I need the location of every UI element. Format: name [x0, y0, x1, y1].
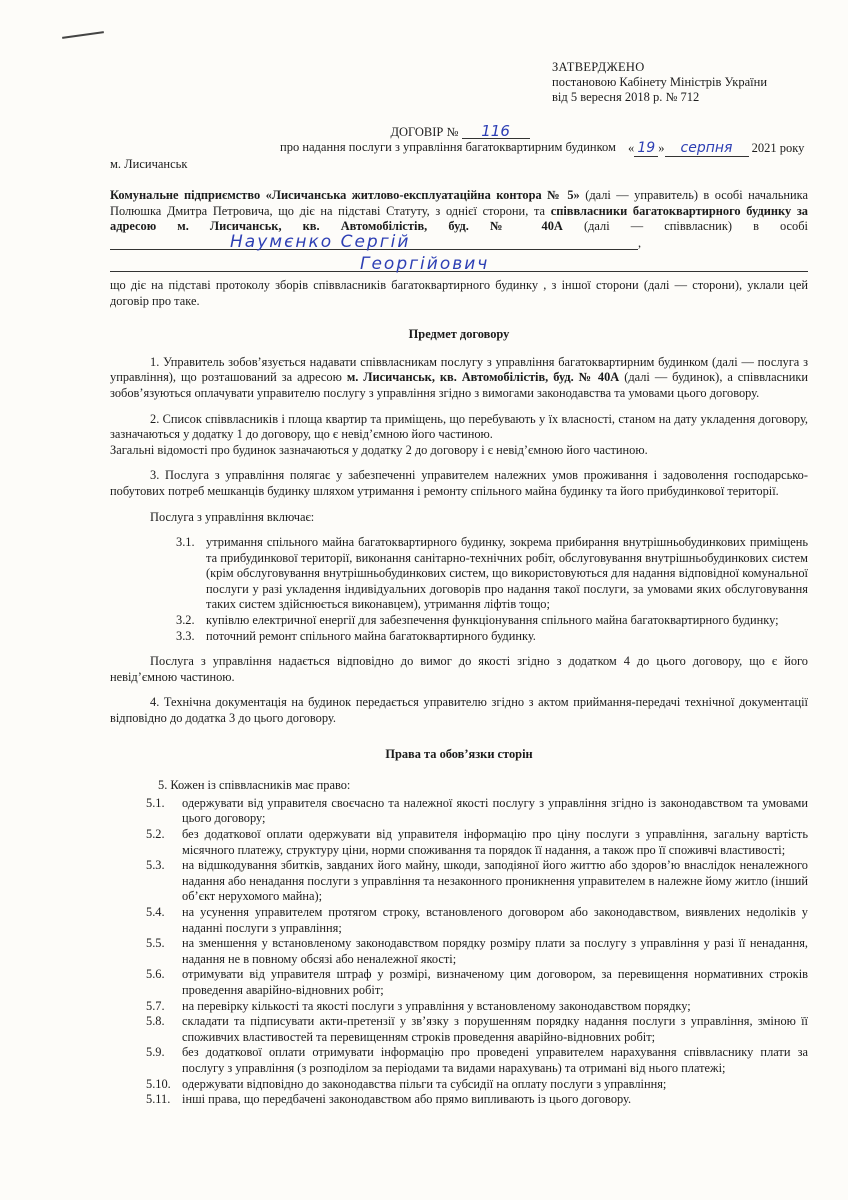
list-item: [110, 936, 808, 967]
item-text: без додаткової оплати отримувати інформацію про проведені управителем нарахування співвласнику плати за послугу з управління (з розподілом за періодами та видами нарахувань) та отримані від нього платежі;: [182, 1045, 808, 1075]
owners-details: (далі — співвласник) в особі: [562, 219, 808, 234]
contract-header: [110, 122, 810, 171]
owners-label: співвласники багатоквартирного будинку за адресою м. Лисичанськ, кв. Автомобілістів, буд. № 40А: [110, 203, 808, 234]
rights-intro: 5. Кожен із співвласників має право:: [158, 778, 351, 793]
clause-1-address: м. Лисичанськ, кв. Автомобілістів, буд. № 40А: [346, 370, 620, 385]
list-item: [110, 1045, 808, 1076]
list-item: [110, 535, 808, 613]
item-text: утримання спільного майна багатоквартирного будинку, зокрема прибирання внутрішньобудинкових приміщень та прибудинкової території, виконання санітарно-технічних робіт, обслуговування внутрішньобудинкових систем (крім обслуговування внутрішньобудинкових систем, що використовуються для надання відповідної комунальної послуги у разі укладення індивідуальних договорів про надання такої послуги, за умовами яких обслуговування таких систем здійснюється виконавцем), утримання ліфтів тощо;: [206, 535, 808, 612]
item-text: отримувати від управителя штраф у розмірі, визначеному цим договором, за перевищення нормативних строків проведення аварійно-відновних робіт;: [182, 967, 808, 997]
item-number: 5.8.: [146, 1014, 165, 1029]
item-number: 5.1.: [146, 795, 165, 810]
clause-1: [110, 355, 808, 402]
pen-mark: [62, 31, 104, 39]
item-number: 5.4.: [146, 904, 165, 919]
parties-closing: що діє на підставі протоколу зборів співвласників багатоквартирного будинку , з іншої сторони (далі — сторони), уклали цей договір про таке.: [110, 277, 808, 308]
contract-number: 116: [462, 124, 530, 139]
item-text: інші права, що передбачені законодавством або прямо випливають із цього договору.: [182, 1092, 632, 1107]
title-prefix: ДОГОВІР №: [390, 125, 459, 139]
quality-clause: Послуга з управління надається відповідно до вимог до якості згідно з додатком 4 до цього договору, що є його невід’ємною частиною.: [110, 654, 808, 684]
list-item: [110, 999, 808, 1015]
contract-date: « 19 » серпня 2021 року: [628, 140, 805, 156]
parties-paragraph: Комунальне підприємство «Лисичанська житлово-експлуатаційна контора № 5» (далі — управитель) в особі начальника Полюшка Дмитра Петровича, що діє на підставі Статуту, з однієї сторони, та співвласники багатоквартирного будинку за адресою м. Лисичанськ, кв. Автомобілістів, буд. № 40А (далі — співвласник) в особіНаумєнко Сергій ,: [110, 188, 809, 252]
clause-2-general: Загальні відомості про будинок зазначаються у додатку 2 до договору і є невід’ємною його частиною.: [110, 442, 648, 457]
item-number: 5.5.: [146, 936, 165, 951]
list-item: [110, 858, 808, 905]
approval-stamp: [552, 60, 767, 105]
item-text: одержувати відповідно до законодавства пільги та субсидії на оплату послуги з управління;: [182, 1076, 667, 1091]
approval-date: від 5 вересня 2018 р. № 712: [552, 90, 700, 104]
list-item: [110, 1092, 808, 1108]
item-number: 5.10.: [146, 1076, 171, 1091]
clause-1-text-c: (далі — будинок), а співвласники зобов’язуються оплачувати управителю послугу з управління згідно з вимогами законодавства та умовами цього договору.: [110, 370, 809, 400]
list-item: [110, 613, 808, 629]
section-heading-subject: Предмет договору: [408, 327, 510, 342]
clause-3: 3. Послуга з управління полягає у забезпеченні управителем належних умов проживання і задоволення господарсько-побутових потреб мешканців будинку шляхом утримання і ремонту спільного майна будинку та його прибудинкової території.: [110, 468, 808, 498]
contract-body: [110, 188, 808, 1118]
manager-name: Комунальне підприємство «Лисичанська житлово-експлуатаційна контора № 5»: [110, 188, 580, 202]
item-text: на перевірку кількості та якості послуги з управління у встановленому законодавством порядку;: [182, 998, 691, 1013]
owner-name-line-2: Георгійович: [110, 257, 808, 272]
clause-2: 2. Список співвласників і площа квартир та приміщень, що перебувають у їх власності, станом на дату укладення договору, зазначаються у додатку 1 до договору, що є невід’ємною його частиною.: [110, 411, 808, 442]
services-intro: Послуга з управління включає:: [150, 509, 315, 524]
item-text: поточний ремонт спільного майна багатоквартирного будинку.: [206, 628, 536, 643]
item-number: 3.1.: [176, 535, 195, 550]
approval-authority: постановою Кабінету Міністрів України: [552, 75, 768, 89]
date-month: серпня: [665, 140, 749, 157]
date-day: 19: [634, 140, 658, 157]
item-text: без додаткової оплати одержувати від управителя інформацію про ціну послуги з управління, загальну вартість місячного платежу, структуру ціни, норми споживання та порядок її надання, а також про її споживчі властивості;: [182, 827, 808, 857]
section-heading-rights: Права та обов’язки сторін: [385, 746, 533, 761]
list-item: [110, 796, 808, 827]
contract-city: м. Лисичанськ: [110, 157, 188, 171]
item-number: 5.6.: [146, 967, 165, 982]
list-item: [110, 1014, 808, 1045]
clause-4: 4. Технічна документація на будинок передається управителю згідно з актом приймання-передачі технічної документації відповідно до додатка 3 до цього договору.: [110, 695, 808, 726]
item-number: 5.2.: [146, 827, 165, 841]
item-number: 3.2.: [176, 613, 195, 628]
item-text: складати та підписувати акти-претензії у зв’язку з порушенням порядку надання послуги з управління, зміною її споживчих властивостей та перевищенням строків проведення аварійно-відновних робіт;: [182, 1014, 808, 1044]
date-year: 2021 року: [751, 141, 805, 155]
contract-title: [110, 124, 810, 140]
list-item: [110, 827, 808, 858]
item-number: 5.3.: [146, 858, 165, 873]
item-number: 5.11.: [146, 1092, 171, 1107]
list-item: [110, 967, 808, 998]
services-list: [110, 535, 808, 644]
item-text: купівлю електричної енергії для забезпечення функціонування спільного майна багатоквартирного будинку;: [206, 613, 779, 628]
rights-list: [110, 796, 808, 1108]
owner-name-row-2: [110, 254, 808, 275]
approval-title: ЗАТВЕРДЖЕНО: [552, 60, 645, 74]
item-number: 5.9.: [146, 1045, 165, 1060]
manager-details: (далі — управитель) в особі начальника Полюшка Дмитра Петровича, що діє на підставі Статуту, з однієї сторони, та: [110, 188, 809, 218]
item-text: на зменшення у встановленому законодавством порядку розміру плати за послугу з управління у разі її ненадання, надання не в повному обсязі або неналежної якості;: [182, 936, 808, 966]
owner-name-line-1: Наумєнко Сергій: [110, 235, 638, 250]
list-item: [110, 629, 808, 645]
clause-1-text-a: 1. Управитель зобов’язується надавати співвласникам послугу з управління багатоквартирним будинком (далі — послуга з управління), що розташований за адресою: [110, 354, 808, 385]
contract-subject: про надання послуги з управління багатоквартирним будинком: [280, 140, 616, 154]
item-number: 3.3.: [176, 628, 195, 643]
item-number: 5.7.: [146, 998, 165, 1013]
item-text: на усунення управителем протягом строку, встановленого договором або законодавством, виявлених недоліків у наданні послуги з управління;: [182, 904, 808, 935]
list-item: [110, 905, 808, 936]
item-text: одержувати від управителя своєчасно та належної якості послугу з управління згідно із законодавством та умовами цього договору;: [182, 795, 808, 826]
item-text: на відшкодування збитків, завданих його майну, шкоди, заподіяної його життю або здоров’ю внаслідок неналежного надання або ненадання послуги з управління та незаконного проникнення управителем в належне йому житло (інший об’єкт нерухомого майна);: [182, 858, 808, 904]
list-item: [110, 1077, 808, 1093]
